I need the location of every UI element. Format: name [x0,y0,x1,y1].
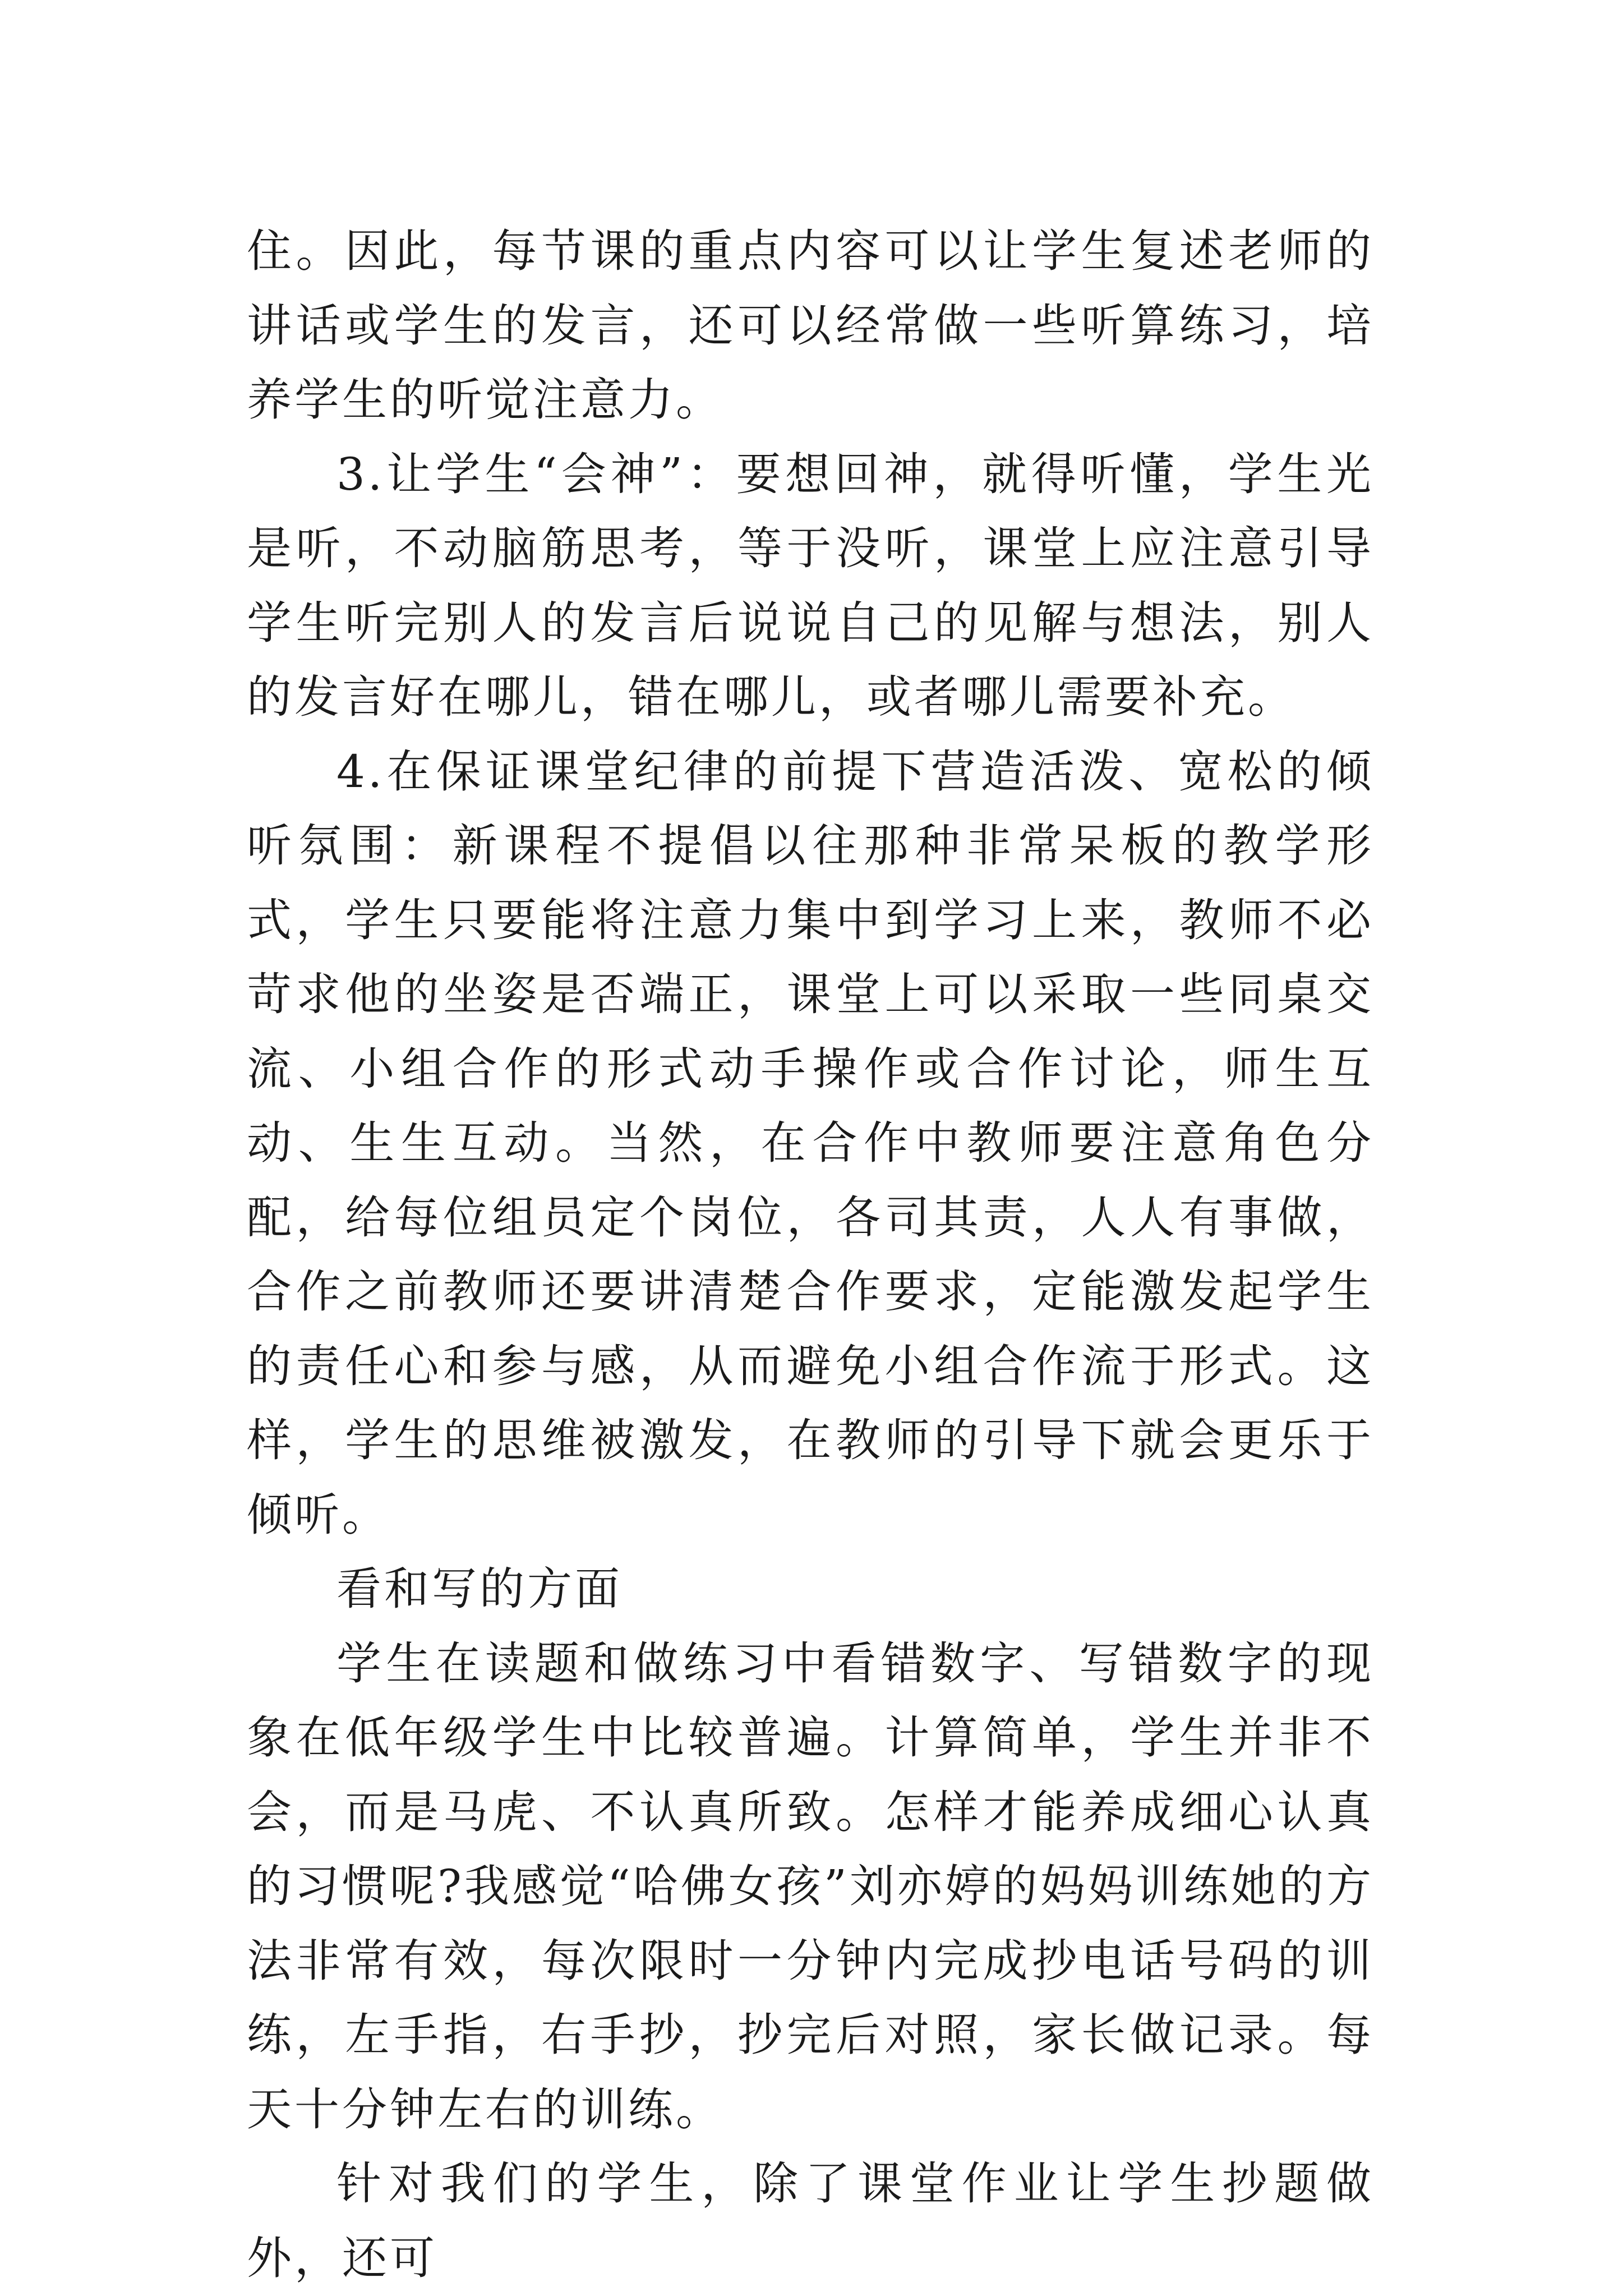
section-heading: 看和写的方面 [336,1563,623,1615]
paragraph-item-3: 3.让学生“会神”：要想回神，就得听懂，学生光是听，不动脑筋思考，等于没听，课堂上应注意引导学生听完别人的发言后说说自己的见解与想法，别人的发言好在哪儿，错在哪儿，或者哪儿需要补充。 [247,448,1374,723]
document-body [247,214,1374,2295]
paragraph-final: 针对我们的学生，除了课堂作业让学生抄题做外，还可 [247,2157,1374,2284]
paragraph-reading-writing: 学生在读题和做练习中看错数字、写错数字的现象在低年级学生中比较普遍。计算简单，学生并非不会，而是马虎、不认真所致。怎样才能养成细心认真的习惯呢?我感觉“哈佛女孩”刘亦婷的妈妈训练她的方法非常有效，每次限时一分钟内完成抄电话号码的训练，左手指，右手抄，抄完后对照，家长做记录。每天十分钟左右的训练。 [247,1637,1374,2136]
paragraph-item-4: 4.在保证课堂纪律的前提下营造活泼、宽松的倾听氛围：新课程不提倡以往那种非常呆板的教学形式，学生只要能将注意力集中到学习上来，教师不必苛求他的坐姿是否端正，课堂上可以采取一些同桌交流、小组合作的形式动手操作或合作讨论，师生互动、生生互动。当然，在合作中教师要注意角色分配，给每位组员定个岗位，各司其责，人人有事做，合作之前教师还要讲清楚合作要求，定能激发起学生的责任心和参与感，从而避免小组合作流于形式。这样，学生的思维被激发，在教师的引导下就会更乐于倾听。 [247,745,1374,1541]
paragraph-continuation: 住。因此，每节课的重点内容可以让学生复述老师的讲话或学生的发言，还可以经常做一些听算练习，培养学生的听觉注意力。 [247,225,1374,426]
